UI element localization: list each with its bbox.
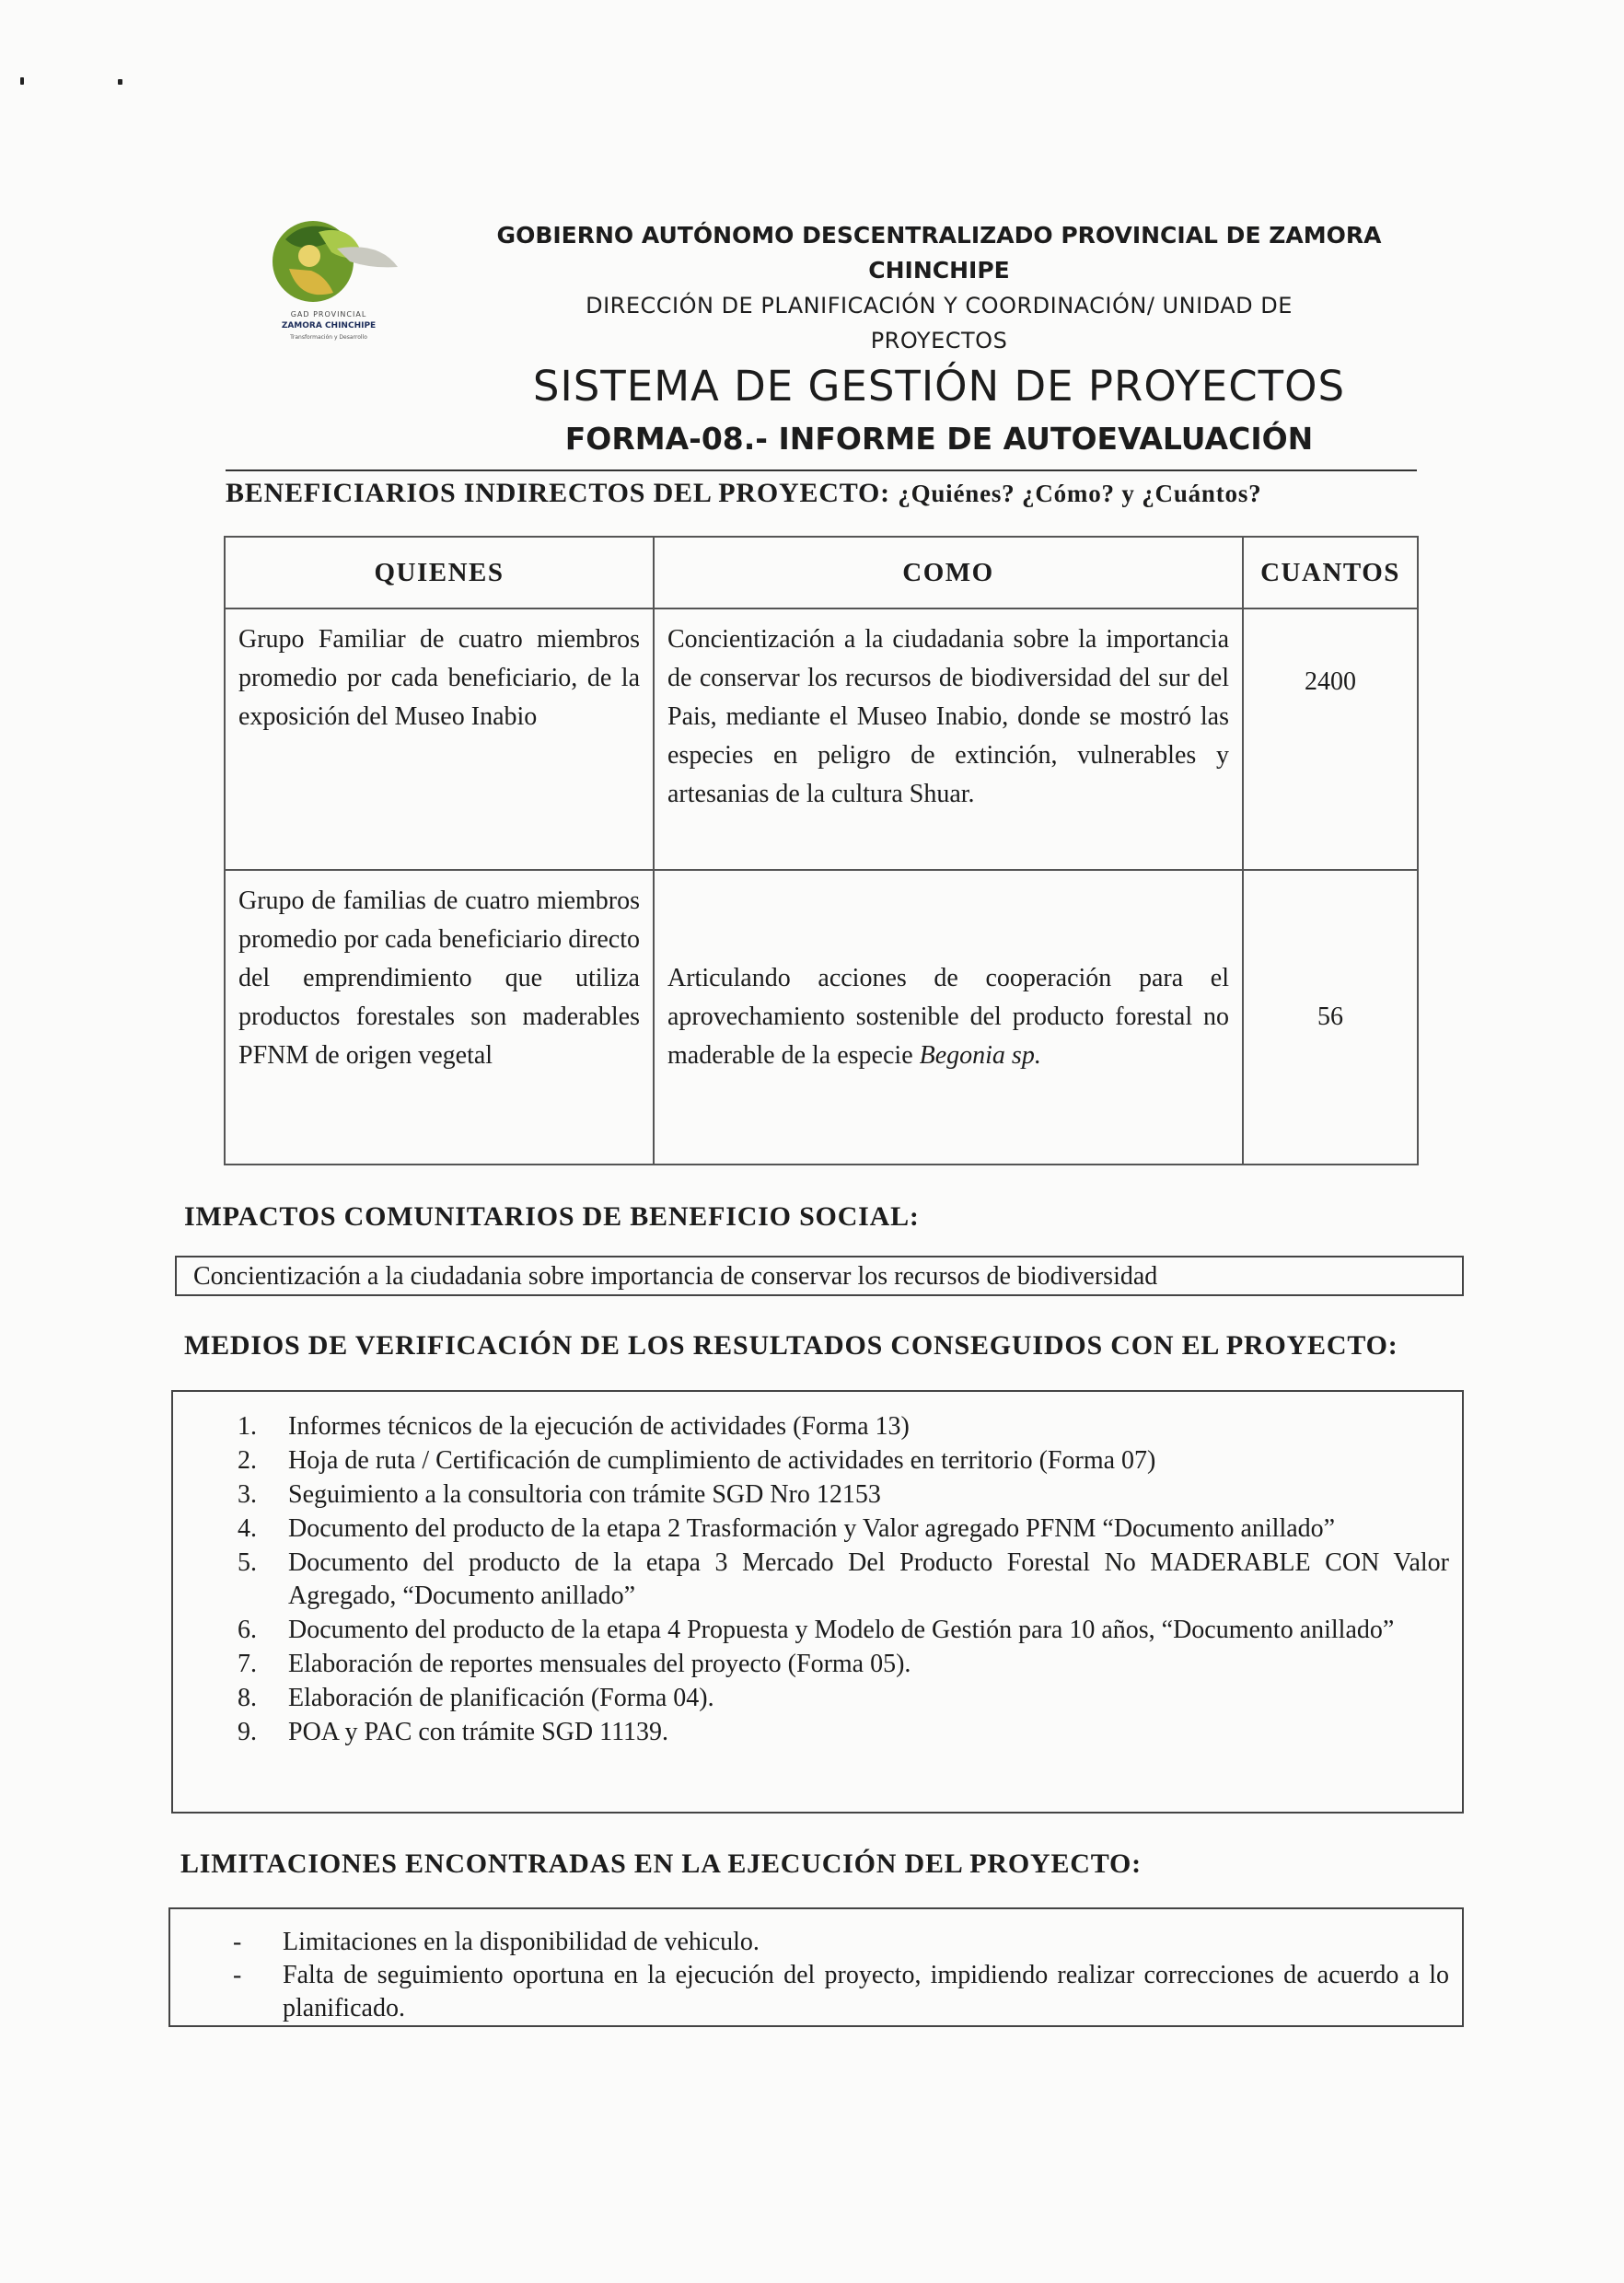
item-number: 6. xyxy=(238,1616,257,1644)
beneficiarios-table xyxy=(224,536,1419,1165)
table-row xyxy=(225,608,1418,870)
medios-title: MEDIOS DE VERIFICACIÓN DE LOS RESULTADOS CONSEGUIDOS CON EL PROYECTO: xyxy=(184,1330,1398,1361)
item-number: 7. xyxy=(238,1650,257,1678)
impactos-text: Concientización a la ciudadania sobre importancia de conservar los recursos de biodiversidad xyxy=(193,1262,1158,1291)
item-number: 2. xyxy=(238,1446,257,1475)
item-number: 8. xyxy=(238,1684,257,1712)
gad-logo xyxy=(241,204,416,352)
svg-text:GAD PROVINCIAL: GAD PROVINCIAL xyxy=(290,310,367,319)
list-item xyxy=(170,1926,1462,1959)
impactos-box xyxy=(175,1256,1464,1296)
beneficiarios-subtitle: ¿Quiénes? ¿Cómo? y ¿Cuántos? xyxy=(898,480,1262,507)
item-text: Documento del producto de la etapa 4 Propuesta y Modelo de Gestión para 10 años, “Documento anillado” xyxy=(288,1616,1395,1644)
list-item xyxy=(173,1648,1462,1681)
item-text: Falta de seguimiento oportuna en la ejecución del proyecto, impidiendo realizar correcciones de acuerdo a lo planificado. xyxy=(283,1961,1449,2022)
item-number: 4. xyxy=(238,1514,257,1543)
table-row xyxy=(225,870,1418,1165)
list-item xyxy=(170,1959,1462,2025)
limitaciones-list xyxy=(170,1926,1462,2025)
list-item xyxy=(173,1444,1462,1478)
system-title: SISTEMA DE GESTIÓN DE PROYECTOS xyxy=(532,362,1346,411)
org-name: GOBIERNO AUTÓNOMO DESCENTRALIZADO PROVINCIAL DE ZAMORA CHINCHIPE xyxy=(496,222,1382,284)
item-number: 9. xyxy=(238,1718,257,1746)
item-text: Elaboración de planificación (Forma 04). xyxy=(288,1684,714,1712)
svg-text:ZAMORA CHINCHIPE: ZAMORA CHINCHIPE xyxy=(281,321,377,330)
list-item xyxy=(173,1682,1462,1715)
cell-cuantos: 2400 xyxy=(1243,608,1418,870)
item-number: 5. xyxy=(238,1548,257,1577)
list-item xyxy=(173,1547,1462,1613)
cell-como xyxy=(654,870,1243,1165)
list-item xyxy=(173,1410,1462,1443)
limitaciones-box xyxy=(168,1907,1464,2027)
beneficiarios-heading xyxy=(226,475,1261,512)
bullet-dash: - xyxy=(233,1928,242,1956)
list-item xyxy=(173,1512,1462,1546)
bullet-dash: - xyxy=(233,1961,242,1989)
scan-specks xyxy=(17,72,136,94)
svg-text:Transformación y Desarrollo: Transformación y Desarrollo xyxy=(290,334,367,341)
item-text: Seguimiento a la consultoria con trámite SGD Nro 12153 xyxy=(288,1480,881,1509)
item-number: 3. xyxy=(238,1480,257,1509)
cell-quienes: Grupo Familiar de cuatro miembros promedio por cada beneficiario, de la exposición del Museo Inabio xyxy=(225,608,654,870)
item-text: Hoja de ruta / Certificación de cumplimiento de actividades en territorio (Forma 07) xyxy=(288,1446,1156,1475)
cell-como-text: Articulando acciones de cooperación para el aprovechamiento sostenible del producto forestal no maderable de la especie xyxy=(667,964,1229,1070)
cell-cuantos: 56 xyxy=(1243,870,1418,1165)
beneficiarios-title: BENEFICIARIOS INDIRECTOS DEL PROYECTO: xyxy=(226,478,890,508)
table-header-row xyxy=(225,537,1418,608)
species-name: Begonia sp. xyxy=(919,1041,1041,1070)
form-title: FORMA-08.- INFORME DE AUTOEVALUACIÓN xyxy=(564,421,1314,457)
cell-como: Concientización a la ciudadania sobre la importancia de conservar los recursos de biodiversidad del sur del Pais, mediante el Museo Inabio, donde se mostró las especies en peligro de extinción, vulnerables y artesanias de la cultura Shuar. xyxy=(654,608,1243,870)
column-header-como: COMO xyxy=(654,537,1243,608)
item-number: 1. xyxy=(238,1412,257,1441)
column-header-cuantos: CUANTOS xyxy=(1243,537,1418,608)
item-text: Limitaciones en la disponibilidad de vehiculo. xyxy=(283,1928,760,1956)
medios-box xyxy=(171,1390,1464,1814)
item-text: Informes técnicos de la ejecución de actividades (Forma 13) xyxy=(288,1412,910,1441)
limitaciones-title: LIMITACIONES ENCONTRADAS EN LA EJECUCIÓN DEL PROYECTO: xyxy=(180,1848,1142,1879)
department-name: DIRECCIÓN DE PLANIFICACIÓN Y COORDINACIÓN/ UNIDAD DE PROYECTOS xyxy=(586,293,1293,353)
item-text: Elaboración de reportes mensuales del proyecto (Forma 05). xyxy=(288,1650,911,1678)
impactos-title: IMPACTOS COMUNITARIOS DE BENEFICIO SOCIAL: xyxy=(184,1201,920,1232)
list-item xyxy=(173,1716,1462,1749)
header-divider xyxy=(226,469,1417,471)
column-header-quienes: QUIENES xyxy=(225,537,654,608)
item-text: Documento del producto de la etapa 3 Mercado Del Producto Forestal No MADERABLE CON Valor Agregado, “Documento anillado” xyxy=(288,1548,1449,1610)
list-item xyxy=(173,1614,1462,1647)
item-text: POA y PAC con trámite SGD 11139. xyxy=(288,1718,669,1746)
cell-quienes: Grupo de familias de cuatro miembros promedio por cada beneficiario directo del emprendimiento que utiliza productos forestales son maderables PFNM de origen vegetal xyxy=(225,870,654,1165)
medios-list xyxy=(173,1410,1462,1750)
list-item xyxy=(173,1478,1462,1512)
item-text: Documento del producto de la etapa 2 Trasformación y Valor agregado PFNM “Documento anillado” xyxy=(288,1514,1336,1543)
